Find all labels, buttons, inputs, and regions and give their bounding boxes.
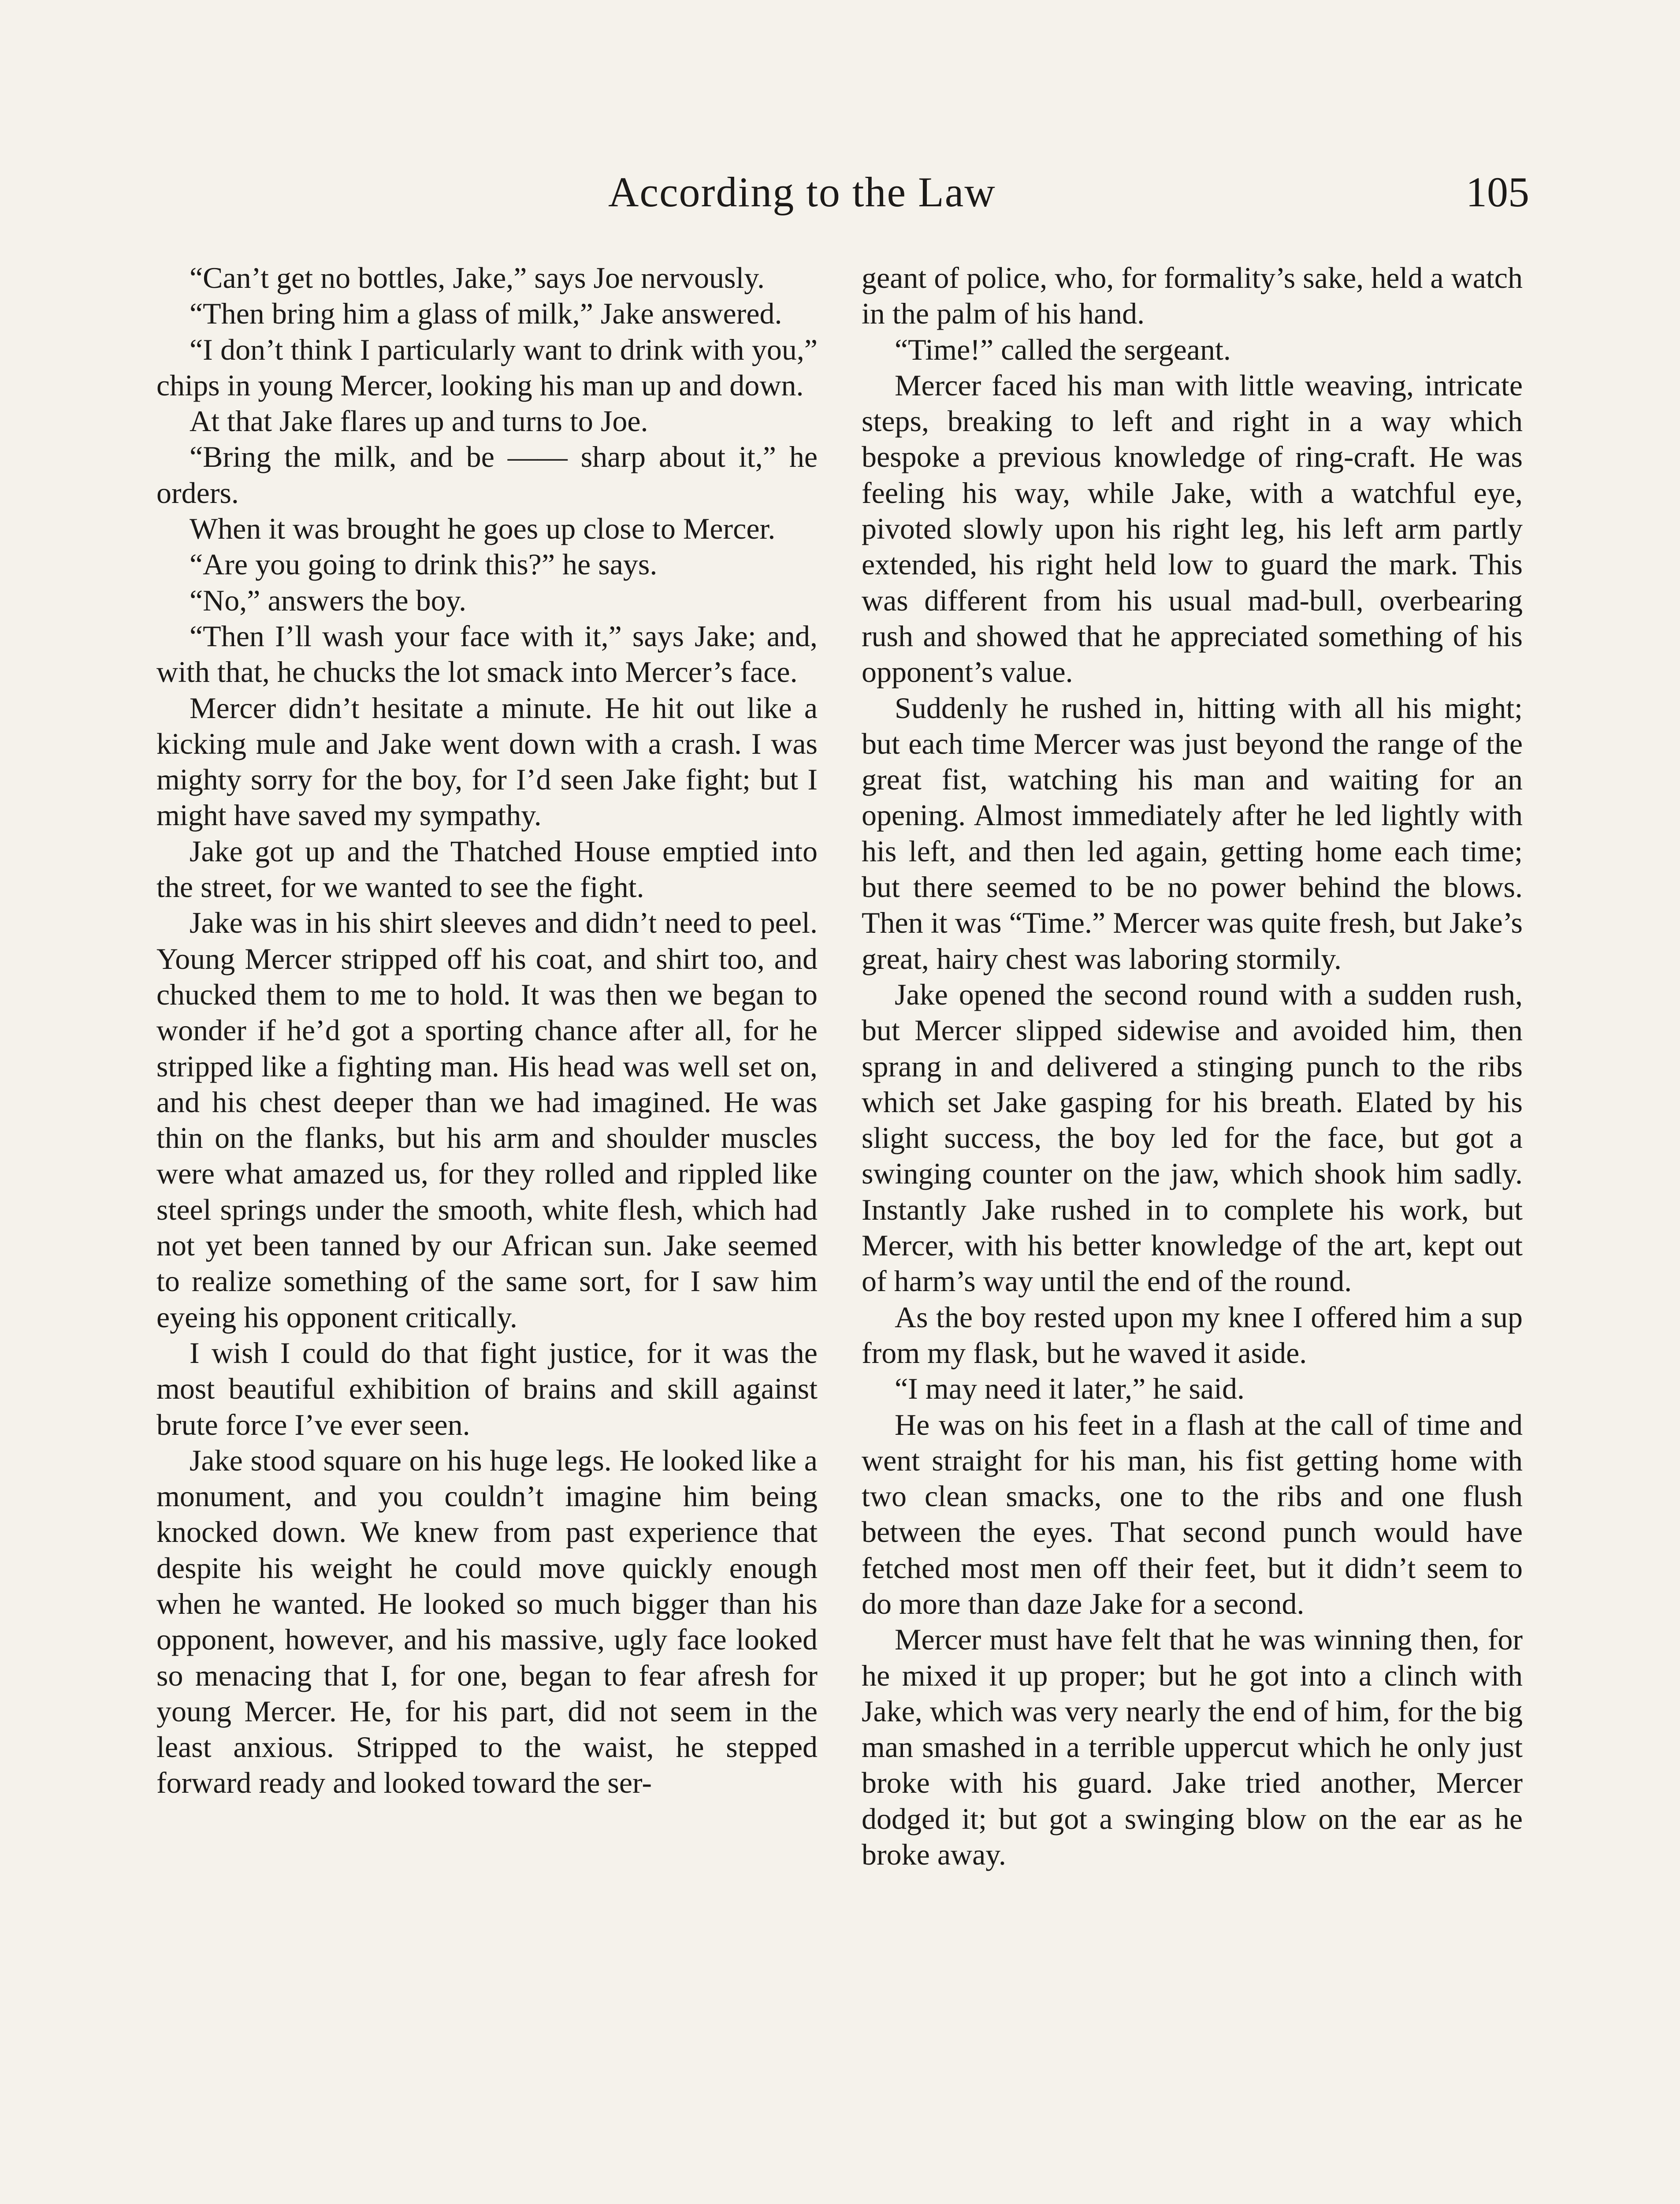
- paragraph: Mercer faced his man with little weaving, intricate steps, breaking to left and right in a way which bespoke a previous knowledge of ring-craft. He was feeling his way, while Jake, with a watchful eye, pivoted slowly upon his right leg, his left arm partly extended, his right held low to guard the mark. This was different from his usual mad-bull, overbearing rush and showed that he appreciated something of his opponent’s value.: [862, 368, 1523, 689]
- paragraph: “Then I’ll wash your face with it,” says Jake; and, with that, he chucks the lot smack into Mercer’s face.: [156, 619, 818, 689]
- paragraph: “I don’t think I particularly want to drink with you,” chips in young Mercer, looking his man up and down.: [156, 332, 818, 402]
- paragraph: I wish I could do that fight justice, for it was the most beautiful exhibition of brains and skill against brute force I’ve ever seen.: [156, 1336, 818, 1441]
- paragraph: Jake opened the second round with a sudden rush, but Mercer slipped sidewise and avoided him, then sprang in and delivered a stinging punch to the ribs which set Jake gasping for his breath. Elated by his slight success, the boy led for the face, but got a swinging counter on the jaw, which shook him sadly. Instantly Jake rushed in to complete his work, but Mercer, with his better knowledge of the art, kept out of harm’s way until the end of the round.: [862, 977, 1523, 1298]
- page-header: [159, 168, 1529, 229]
- paragraph: When it was brought he goes up close to Mercer.: [190, 512, 776, 546]
- paragraph: As the boy rested upon my knee I offered him a sup from my flask, but he waved it aside.: [862, 1300, 1523, 1370]
- paragraph: Jake got up and the Thatched House emptied into the street, for we wanted to see the fight.: [156, 834, 818, 904]
- paragraph-continuation: geant of police, who, for formality’s sake, held a watch in the palm of his hand.: [862, 261, 1523, 331]
- paragraph: “Bring the milk, and be —— sharp about it,” he orders.: [156, 440, 818, 510]
- paragraph: “Can’t get no bottles, Jake,” says Joe nervously.: [190, 261, 765, 294]
- paragraph: Jake stood square on his huge legs. He looked like a monument, and you couldn’t imagine him being knocked down. We knew from past experience that despite his weight he could move quickly enough when he wanted. He looked so much bigger than his opponent, however, and his massive, ugly face looked so menacing that I, for one, began to fear afresh for young Mercer. He, for his part, did not seem in the least anxious. Stripped to the waist, he stepped forward ready and looked toward the ser-: [156, 1443, 818, 1800]
- paragraph: “Then bring him a glass of milk,” Jake answered.: [190, 297, 782, 331]
- paragraph: “No,” answers the boy.: [190, 583, 467, 617]
- paragraph: He was on his feet in a flash at the call of time and went straight for his man, his fist getting home with two clean smacks, one to the ribs and one flush between the eyes. That second punch would have fetched most men off their feet, but it didn’t seem to do more than daze Jake for a second.: [862, 1407, 1523, 1620]
- right-column: [862, 260, 1523, 1873]
- paragraph: Suddenly he rushed in, hitting with all his might; but each time Mercer was just beyond the range of the great fist, watching his man and waiting for an opening. Almost immediately after he led lightly with his left, and then led again, getting home each time; but there seemed to be no power behind the blows. Then it was “Time.” Mercer was quite fresh, but Jake’s great, hairy chest was laboring stormily.: [862, 691, 1523, 975]
- paragraph: Mercer must have felt that he was winning then, for he mixed it up proper; but he got into a clinch with Jake, which was very nearly the end of him, for the big man smashed in a terrible uppercut which he only just broke with his guard. Jake tried another, Mercer dodged it; but got a swinging blow on the ear as he broke away.: [862, 1623, 1523, 1872]
- page-number: 105: [1466, 168, 1529, 216]
- paragraph: At that Jake flares up and turns to Joe.: [190, 404, 648, 438]
- paragraph: Jake was in his shirt sleeves and didn’t need to peel. Young Mercer stripped off his coat, and shirt too, and chucked them to me to hold. It was then we began to wonder if he’d got a sporting chance after all, for he stripped like a fighting man. His head was well set on, and his chest deeper than we had imagined. He was thin on the flanks, but his arm and shoulder muscles were what amazed us, for they rolled and rippled like steel springs under the smooth, white flesh, which had not yet been tanned by our African sun. Jake seemed to realize something of the same sort, for I saw him eyeing his opponent critically.: [156, 906, 818, 1334]
- paragraph: “I may need it later,” he said.: [895, 1372, 1245, 1406]
- paragraph: Mercer didn’t hesitate a minute. He hit out like a kicking mule and Jake went down with a crash. I was mighty sorry for the boy, for I’d seen Jake fight; but I might have saved my sympathy.: [156, 691, 818, 832]
- left-column: [156, 260, 818, 1801]
- paragraph: “Are you going to drink this?” he says.: [190, 547, 658, 581]
- running-title: According to the Law: [608, 168, 996, 216]
- paragraph: “Time!” called the sergeant.: [895, 332, 1231, 366]
